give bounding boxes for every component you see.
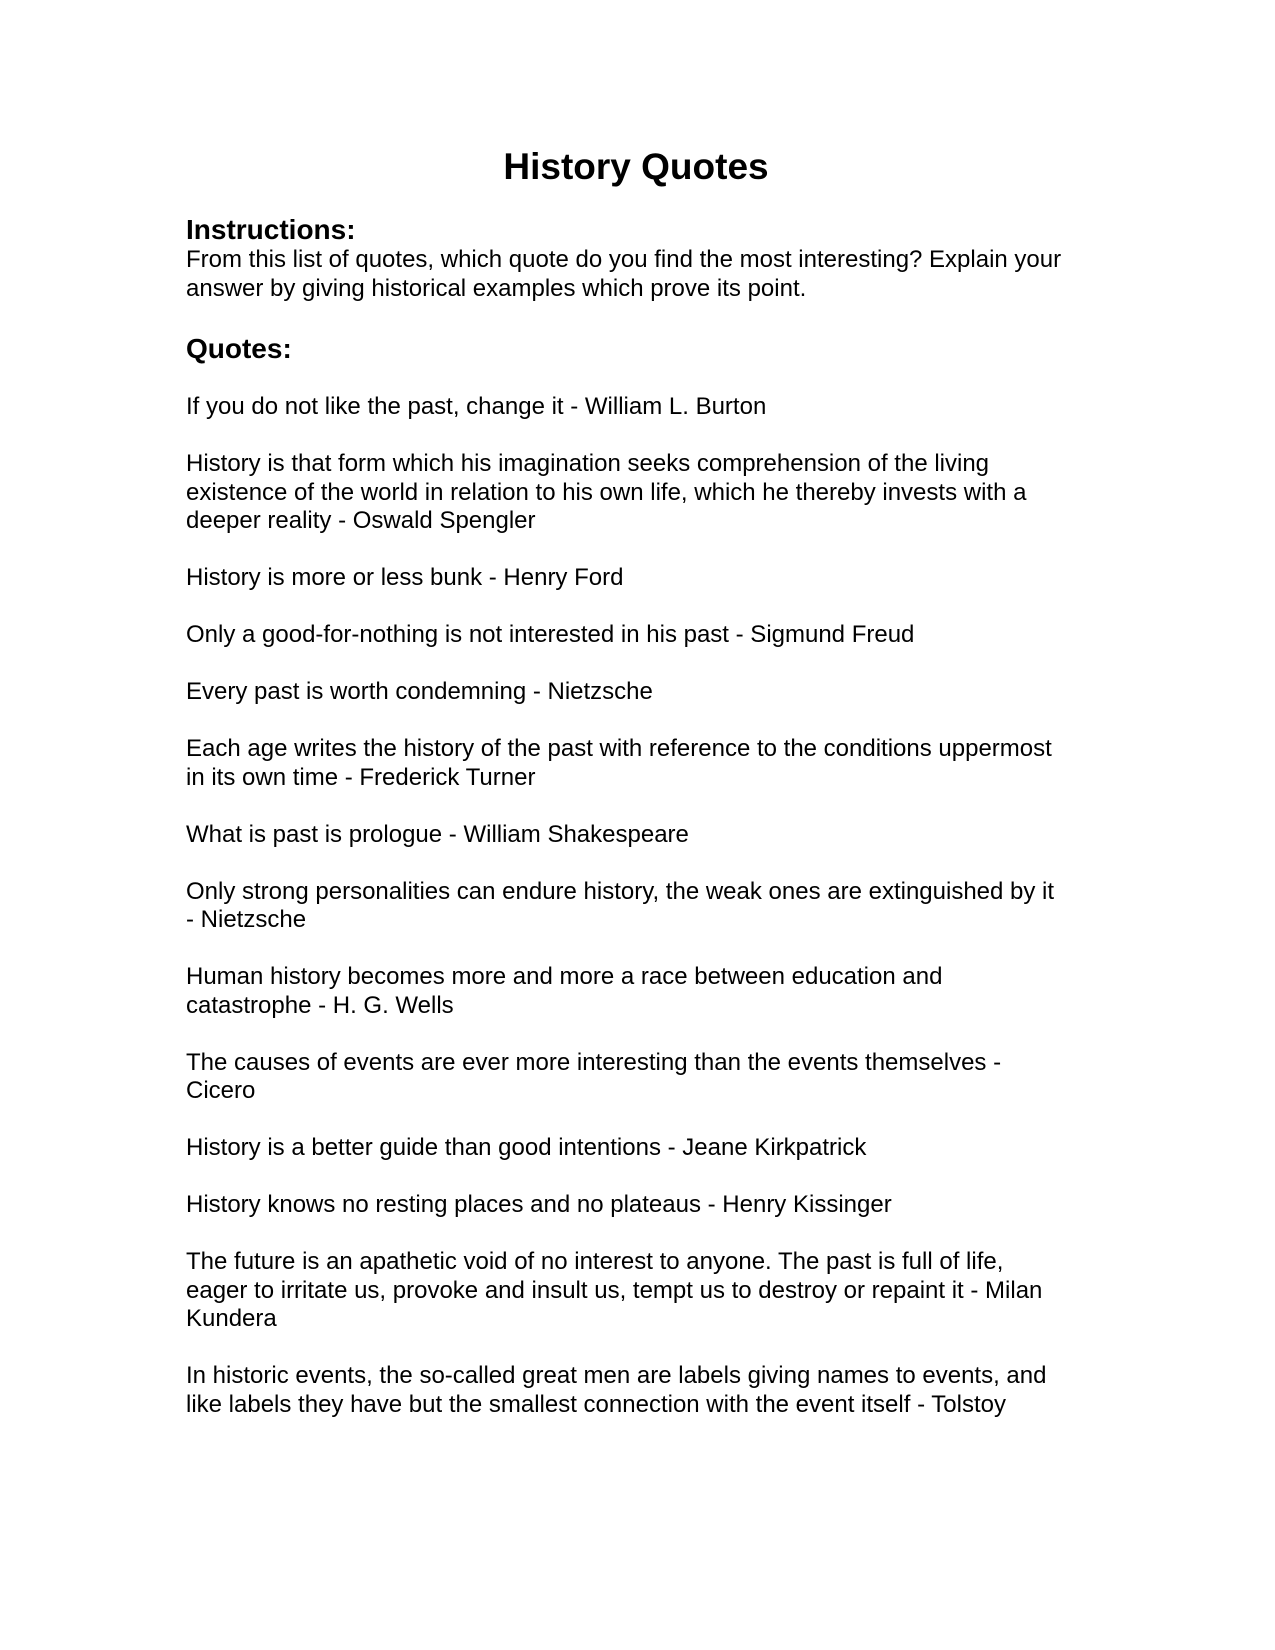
instructions-text: From this list of quotes, which quote do you find the most interesting? Explain your answer by giving historical examples which prove its point. <box>186 246 1062 302</box>
quote-item-nietzsche-condemning: Every past is worth condemning - Nietzsche <box>186 678 653 705</box>
instructions-heading: Instructions: <box>186 214 356 245</box>
quote-item-freud: Only a good-for-nothing is not interested in his past - Sigmund Freud <box>186 621 915 648</box>
quote-item-kundera: The future is an apathetic void of no interest to anyone. The past is full of life, eager to irritate us, provoke and insult us, tempt us to destroy or repaint it - Milan Kundera <box>186 1248 1043 1332</box>
quote-item-shakespeare: What is past is prologue - William Shakespeare <box>186 820 689 848</box>
quote-item-cicero: The causes of events are ever more interesting than the events themselves - Cicero <box>186 1048 1002 1104</box>
quote-item-wells: Human history becomes more and more a race between education and catastrophe - H. G. Wells <box>186 963 943 1019</box>
quote-item-tolstoy: In historic events, the so-called great men are labels giving names to events, and like labels they have but the smallest connection with the event itself - Tolstoy <box>186 1362 1047 1418</box>
quote-item-nietzsche-personalities: Only strong personalities can endure history, the weak ones are extinguished by it - Nietzsche <box>186 877 1055 933</box>
quote-item-kissinger: History knows no resting places and no plateaus - Henry Kissinger <box>186 1191 892 1218</box>
quotes-heading: Quotes: <box>186 333 292 364</box>
page-title: History Quotes <box>503 146 769 187</box>
quote-list <box>186 393 1086 1419</box>
quote-item-burton: If you do not like the past, change it - William L. Burton <box>186 393 767 420</box>
document-content <box>186 146 1086 1448</box>
quote-item-ford: History is more or less bunk - Henry Ford <box>186 564 624 591</box>
quote-item-spengler: History is that form which his imagination seeks comprehension of the living existence of the world in relation to his own life, which he thereby invests with a deeper reality - Oswald Spengler <box>186 450 1027 534</box>
quote-item-kirkpatrick: History is a better guide than good intentions - Jeane Kirkpatrick <box>186 1134 867 1161</box>
quote-item-turner: Each age writes the history of the past with reference to the conditions uppermost in its own time - Frederick Turner <box>186 735 1052 791</box>
